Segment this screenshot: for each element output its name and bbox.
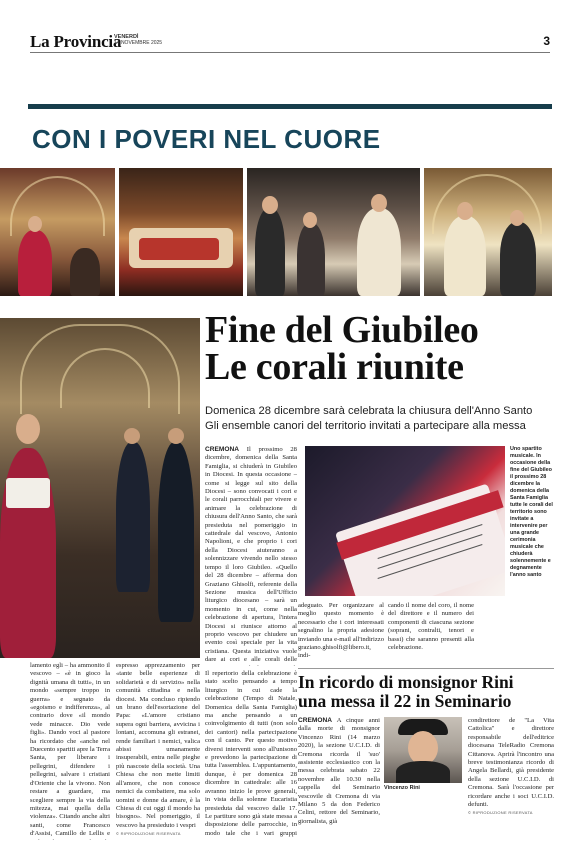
issue-day: VENERDÌ bbox=[114, 34, 139, 40]
subtitle-line-1: Domenica 28 dicembre sarà celebrata la chiusura dell'Anno Santo bbox=[205, 405, 533, 417]
article-column-3 bbox=[298, 602, 384, 664]
rini-dateline: CREMONA bbox=[298, 717, 333, 724]
article-column-1 bbox=[205, 446, 297, 666]
rini-column-2 bbox=[468, 717, 554, 841]
left-story-column-1 bbox=[30, 662, 110, 840]
article-dateline: CREMONA bbox=[205, 446, 240, 453]
article-column-2 bbox=[205, 670, 297, 838]
left-story-signoff: © RIPRODUZIONE RISERVATA bbox=[116, 831, 181, 837]
masthead bbox=[30, 30, 550, 56]
photo-vincenzo-rini bbox=[384, 717, 462, 783]
rini-column-1 bbox=[298, 717, 380, 841]
photo-clergy-procession bbox=[247, 168, 420, 296]
issue-date-text: 14 NOVEMBRE 2025 bbox=[114, 40, 163, 46]
rini-text-2: condirettore de "La Vita Cattolica" e direttore responsabile dell'editrice diocesana TeleRadio Cremona Cittanova. Aprirà l'incontro una breve testimonianza ricordo di Angela Bellardi, già presidente della sezione U.C.I.D. di Cremona. Sarà l'occasione per ricordare anche i soci U.C.I.D. defunti. bbox=[468, 717, 554, 809]
page-number: 3 bbox=[543, 34, 550, 48]
left-story-text-1: lamento egli – ha ammonito il vescovo – «è in gioco la dignità umana di tutti», in un mondo «sempre troppo in guerra» e segnato da «egoismo e indifferenza», al contrario dove «il mondo vede minacce. Dio vede figli». Dando voci al pastore ha ricordato che «anche nel Duecento spartiti apre la Terra Santa, per liberare i pellegrini, difendere i pellegrini, salvare i cristiani d'Oriente che la vivono. Non restare a guardare, ma scegliere sempre la via della mitezza, mai quella della violenza». Citando anche altri santi, come Francesco d'Assisi, Camillo de Lellis e bbox=[30, 662, 110, 838]
rini-photo-caption: Vincenzo Rini bbox=[384, 785, 420, 791]
photo-altar-detail bbox=[119, 168, 243, 296]
article-signoff bbox=[388, 652, 474, 654]
article-column-4 bbox=[388, 602, 474, 654]
rini-text-1: A cinque anni dalla morte di monsignor Vincenzo Rini (14 marzo 2020), la sezione U.C.I.D. di Cremona ricorda il 'suo' assistente ecclesiastico con la messa celebrata sabato 22 novembre alle 10.30 nella cappella del Seminario vescovile di Cremona di via Milano 5 da don Federico Celini, rettore del Seminario, giornalista, già bbox=[298, 717, 380, 825]
left-story-column-2 bbox=[116, 662, 200, 840]
article-headline bbox=[205, 309, 555, 388]
photo-bishop-altar bbox=[0, 168, 115, 296]
article-text-4: cando il nome del coro, il nome del direttore e il numero dei componenti di ciascuna sezione (soprani, contralti, tenori e bassi) che saranno presenti alla celebrazione. bbox=[388, 602, 474, 652]
music-photo-caption: Uno spartito musicale. In occasione della fine del Giubileo il prossimo 28 dicembre la domenica della Santa Famiglia tutte le corali del territorio sono invitate a intervenire per una grande cerimonia musicale che chiuderà solennemente e degnamente l'anno santo bbox=[510, 446, 553, 578]
subtitle-line-2: Gli ensemble canori del territorio invitati a partecipare alla messa bbox=[205, 420, 526, 432]
article-subtitle bbox=[205, 404, 555, 434]
headline-line-1: Fine del Giubileo bbox=[205, 309, 479, 351]
rini-headline-line-1: In ricordo di monsignor Rini bbox=[298, 672, 514, 692]
rini-signoff: © RIPRODUZIONE RISERVATA bbox=[468, 810, 533, 816]
article-text-2: Il repertorio della celebrazione è stato scelto pensando a tempo liturgico in cui cade la celebrazione (Tempo di Natale, Domenica della Santa Famiglia) ma anche pensando a un coinvolgimento di tutti (non solo dei cantori) nella partecipazione con il canto. Per questo motivo diversi interventi sono all'unisono e prevedono la partecipazione di tutta l'assemblea. L'appuntamento, dunque, è per domenica 28 dicembre in cattedrale: alle 16 avranno inizio le prove generali, in vista della solenne Eucaristia presieduta dal vescovo dalle 17. Le partiture sono già state messa a disposizione delle parrocchie, in modo tale che i vari gruppi bbox=[205, 670, 297, 837]
article-text-1: Il prossimo 28 dicembre, domenica della Santa Famiglia, si chiuderà in Giubileo in Diocesi. In questa occasione – come si legge sul sito della Diocesi – sono convocati i cori e le corali parrocchiali per vivere e animare la celebrazione di chiusura dell'Anno Santo, che sarà presieduta nel pomeriggio in cattedrale dal vescovo, Antonio Napolioni, e che proprio i cori della Diocesi aiuteranno a solennizzare vivendo nello stesso tempo il loro Giubileo. «Quello del 28 dicembre – afferma don Graziano Ghisolfi, referente della Sezione musica dell'Ufficio liturgico diocesano – sarà un momento in cui, come nella celebrazione di apertura, l'intera Diocesi si riunisce attorno al proprio vescovo per chiudere un evento così speciale per la vita cristiana. Questa iniziativa vuole dare ai cori e alle corali delle bbox=[205, 446, 297, 664]
section-band bbox=[28, 104, 552, 109]
article-text-3: adeguato. Per organizzare al meglio questo momento è necessario che i cori interessati segnalino la propria adesione inviando una e-mail all'indirizzo graziano.ghisolfi@libero.it, indi- bbox=[298, 602, 384, 660]
masthead-divider bbox=[30, 52, 550, 53]
photo-music-score bbox=[305, 446, 505, 596]
headline-line-2: Le corali riunite bbox=[205, 346, 464, 388]
section-kicker: CON I POVERI NEL CUORE bbox=[32, 124, 381, 154]
photo-bishop-blessing bbox=[424, 168, 552, 296]
left-story-text-2: espresso apprezzamento per «tante belle esperienze di solidarietà e di servizio» nella comunità cittadina e nella diocesi. Ma concluso ripiendo un brano dell'esortazione del Papa: «L'amore cristiano supera ogni barriera, avvicina i lontani, accomuna gli estranei, rende familiari i nemici, valica abissi umanamente insuperabili, entra nelle pieghe più nascoste della società. Una Chiesa che non mette limiti all'amore, che non conosce nemici da combattere, ma solo uomini e donne da amare, è la Chiesa di cui oggi il mondo ha bisogno». Nel pomeriggio, il vescovo ha presieduto i vespri bbox=[116, 662, 200, 829]
rini-headline bbox=[298, 673, 554, 711]
rini-article bbox=[298, 668, 554, 842]
issue-date bbox=[114, 34, 162, 46]
newspaper-logo: La Provincia bbox=[30, 32, 122, 51]
rini-headline-line-2: una messa il 22 in Seminario bbox=[298, 691, 512, 711]
photo-bishop-cathedral bbox=[0, 318, 200, 658]
